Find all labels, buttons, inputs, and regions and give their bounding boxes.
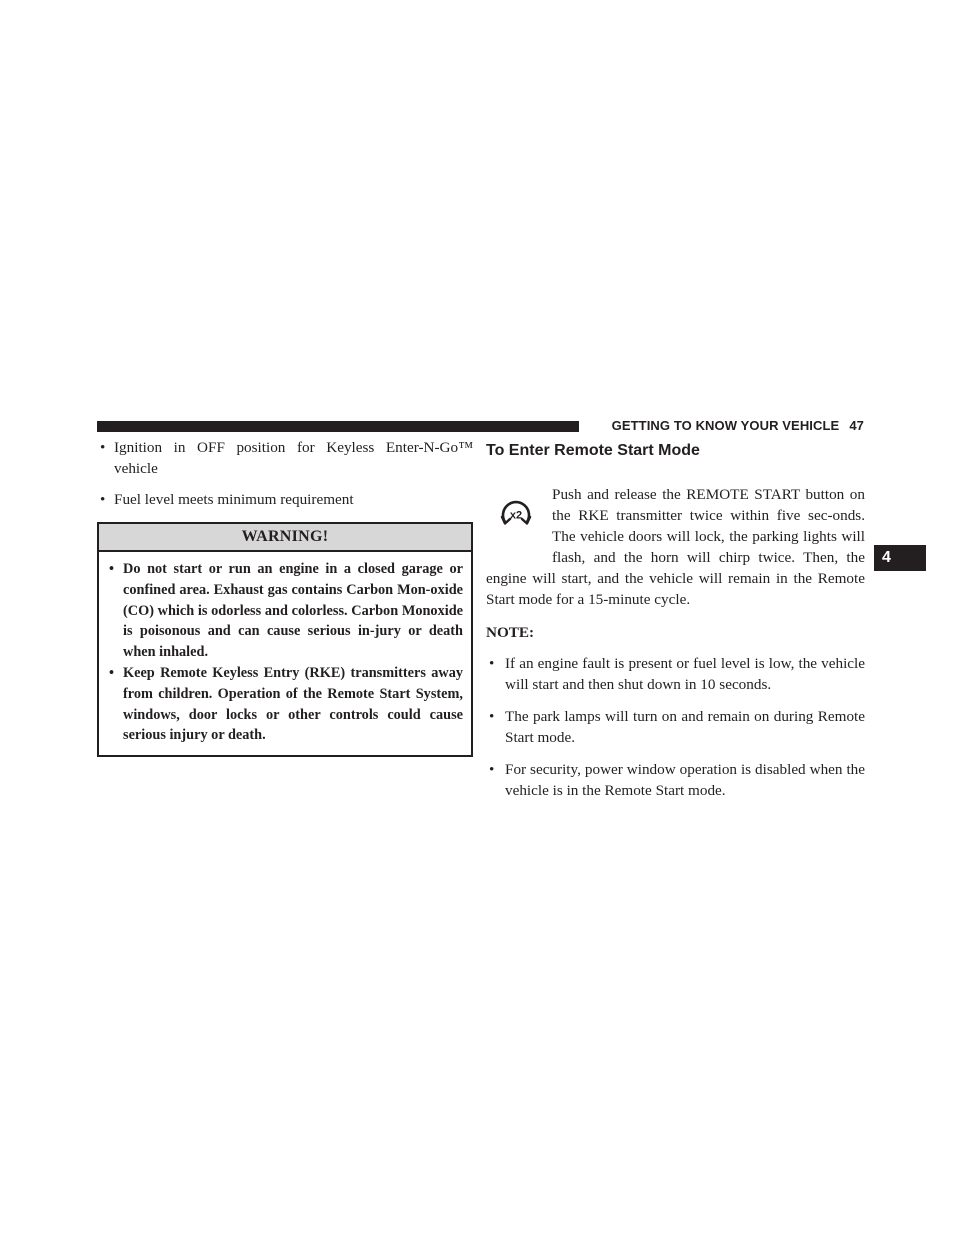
- remote-start-x2-icon: [486, 484, 542, 568]
- intro-paragraph: [486, 484, 865, 610]
- warning-box: [97, 522, 473, 757]
- warning-body: [99, 552, 471, 755]
- chapter-tab: 4: [874, 545, 926, 571]
- right-column: [486, 440, 865, 812]
- icon-label: x2: [509, 509, 523, 522]
- note-label: NOTE:: [486, 624, 535, 641]
- list-item: • Fuel level meets minimum requirement: [97, 489, 473, 510]
- list-item: • Ignition in OFF position for Keyless Enter-N-Go™ vehicle: [97, 437, 473, 479]
- running-head: [590, 418, 864, 433]
- page-number: 47: [849, 418, 864, 433]
- note-item: • The park lamps will turn on and remain on during Remote Start mode.: [486, 706, 865, 748]
- warning-item: • Do not start or run an engine in a closed garage or confined area. Exhaust gas contains Carbon Mon-oxide (CO) which is odorless and colorless. Carbon Monoxide is poisonous and can cause serious in-jury or death when inhaled.: [107, 559, 463, 663]
- intro-text: Push and release the REMOTE START button on the RKE transmitter twice within five sec-onds. The vehicle doors will lock, the parking lights will flash, and the horn will chirp twice. Then, the engine will start, and the vehicle will remain in the Remote Start mode for a 15-minute cycle.: [486, 486, 865, 608]
- section-heading: To Enter Remote Start Mode: [486, 442, 700, 459]
- note-item: • For security, power window operation is disabled when the vehicle is in the Remote Start mode.: [486, 759, 865, 801]
- warning-title: WARNING!: [99, 524, 471, 552]
- section-title-header: GETTING TO KNOW YOUR VEHICLE: [611, 418, 840, 433]
- left-column: [97, 437, 473, 757]
- note-item: • If an engine fault is present or fuel level is low, the vehicle will start and then shut down in 10 seconds.: [486, 653, 865, 695]
- warning-item: • Keep Remote Keyless Entry (RKE) transmitters away from children. Operation of the Remote Start System, windows, door locks or other controls could cause serious injury or death.: [107, 663, 463, 746]
- header-rule: [97, 421, 579, 432]
